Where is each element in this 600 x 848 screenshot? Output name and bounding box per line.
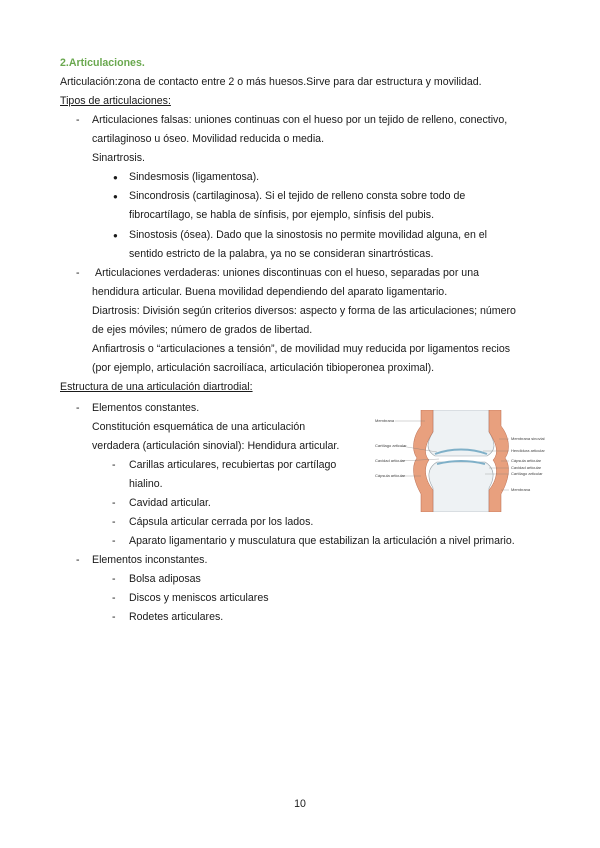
falsas-line2: cartilaginoso u óseo. Movilidad reducida o media. xyxy=(92,133,325,145)
list-item: Sindesmosis (ligamentosa). xyxy=(129,171,260,183)
section-title: 2.Articulaciones. xyxy=(60,57,145,69)
list-item-cont: fibrocartílago, se habla de sínfisis, por ejemplo, sínfisis del pubis. xyxy=(129,209,435,221)
list-dash: - xyxy=(112,459,116,471)
types-heading: Tipos de articulaciones: xyxy=(60,95,171,107)
diagram-label: Membrana sinovial xyxy=(511,436,545,441)
diagram-label: Cápsula articular xyxy=(375,473,406,478)
list-item-cont: hialino. xyxy=(129,478,163,490)
lower-bone-shape xyxy=(429,462,493,512)
list-item: Aparato ligamentario y musculatura que estabilizan la articulación a nivel primario. xyxy=(129,535,515,547)
verdaderas-line3: Diartrosis: División según criterios diversos: aspecto y forma de las articulaciones; número xyxy=(92,305,516,317)
list-item-cont: sentido estricto de la palabra, ya no se consideran sinartrósticas. xyxy=(129,248,434,260)
constantes-desc2: verdadera (articulación sinovial): Hendidura articular. xyxy=(92,440,340,452)
verdaderas-line1: Articulaciones verdaderas: uniones discontinuas con el hueso, separadas por una xyxy=(95,267,479,279)
list-item: Bolsa adiposas xyxy=(129,573,201,585)
list-dash: - xyxy=(76,554,80,566)
diagram-label: Cavidad articular xyxy=(511,465,542,470)
falsas-line1: Articulaciones falsas: uniones continuas con el hueso por un tejido de relleno, conectivo, xyxy=(92,114,508,126)
diagram-label: Cartílago articular xyxy=(511,471,543,476)
list-dash: - xyxy=(112,611,116,623)
list-item: Sincondrosis (cartilaginosa). Si el tejido de relleno consta sobre todo de xyxy=(129,190,466,202)
list-item: Sinostosis (ósea). Dado que la sinostosis no permite movilidad alguna, en el xyxy=(129,229,488,241)
list-item: Cavidad articular. xyxy=(129,497,211,509)
constantes-label: Elementos constantes. xyxy=(92,402,200,414)
structure-heading: Estructura de una articulación diartrodial: xyxy=(60,381,253,393)
verdaderas-line2: hendidura articular. Buena movilidad dependiendo del aparato ligamentario. xyxy=(92,286,448,298)
list-dash: - xyxy=(112,592,116,604)
diagram-label: Membrana xyxy=(375,418,395,423)
list-dash: - xyxy=(76,267,80,279)
capsule-left-shape xyxy=(414,410,433,512)
page-number: 10 xyxy=(294,798,306,810)
constantes-desc1: Constitución esquemática de una articulación xyxy=(92,421,306,433)
diagram-label: Cavidad articular xyxy=(375,458,406,463)
list-dash: - xyxy=(112,573,116,585)
diagram-label: Hendidura articular xyxy=(511,448,545,453)
diagram-label: Membrana xyxy=(511,487,531,492)
verdaderas-line6: (por ejemplo, articulación sacroilíaca, articulación tibioperonea proximal). xyxy=(92,362,435,374)
list-item: Discos y meniscos articulares xyxy=(129,592,269,604)
diagram-label: Cápsula articular xyxy=(511,458,542,463)
verdaderas-line4: de ejes móviles; número de grados de libertad. xyxy=(92,324,313,336)
list-item: Cápsula articular cerrada por los lados. xyxy=(129,516,314,528)
list-dash: - xyxy=(76,114,80,126)
list-dash: - xyxy=(76,402,80,414)
synovial-joint-diagram xyxy=(375,410,551,512)
bullet-icon: ● xyxy=(113,192,118,201)
bullet-icon: ● xyxy=(113,231,118,240)
list-item: Carillas articulares, recubiertas por cartílago xyxy=(129,459,337,471)
list-dash: - xyxy=(112,497,116,509)
verdaderas-line5: Anfiartrosis o “articulaciones a tensión”, de movilidad muy reducida por ligamentos recios xyxy=(92,343,511,355)
list-item: Rodetes articulares. xyxy=(129,611,224,623)
sinartrosis-label: Sinartrosis. xyxy=(92,152,145,164)
intro-text: Articulación:zona de contacto entre 2 o más huesos.Sirve para dar estructura y movilidad. xyxy=(60,76,482,88)
bullet-icon: ● xyxy=(113,173,118,182)
diagram-label: Cartílago articular xyxy=(375,443,407,448)
list-dash: - xyxy=(112,516,116,528)
inconstantes-label: Elementos inconstantes. xyxy=(92,554,208,566)
list-dash: - xyxy=(112,535,116,547)
